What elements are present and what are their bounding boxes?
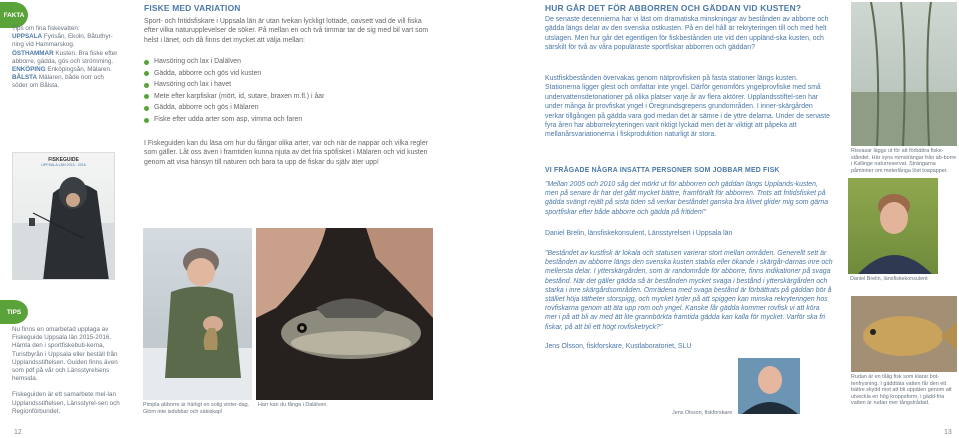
grayling-illustration <box>256 228 433 400</box>
carp-illustration <box>851 296 957 372</box>
intro-paragraph: Sport- och fritidsfiskare i Uppsala län är utan tvekan lyckligt lottade, oavsett vad de vill fiska efter vilka naturupplevelser de söker. På mellan en och två timmar tar de sig med bil vart som helst i länet, och då finns det mycket att välja mellan: <box>144 18 429 44</box>
attribution-jens: Jens Olsson, fiskforskare, Kustlaboratoriet, SLU <box>545 343 692 350</box>
outro-paragraph: I Fiskeguiden kan du läsa om hur du fångar olika arter, var och när de nappar och vilka regler som gäller. Låt oss även i framtiden kunna njuta av det fria spöfisket i Mälaren och vid kusten genom att visa hänsyn till naturen och bara ta upp de fiskar du själv äter upp! <box>144 140 428 166</box>
tips-heading: Tips om fina fiskevatten: <box>12 25 80 32</box>
tips-box <box>12 326 120 416</box>
caption-fish-photo: Harr kan du fånga i Dalälven. <box>258 402 328 408</box>
tips-paragraph-1: Nu finns en omarbetad upplaga av Fiskeguide Uppsala län 2015-2016. Hämta den i sportfiskebuti-kerna, Turistbyrån i Uppsala eller beställ från Upplandsstiftelsen. Guiden finns även som pdf på vår och Länsstyrelsens hemsida. <box>12 326 118 383</box>
coast-intro: De senaste decennierna har vi läst om dramatiska minskningar av bestånden av abborre och gädda längs delar av den svenska ostkusten. På en del håll är rekryteringen till och med helt utslagen. Men hur går det egentligen för fiskbestånden ute vid den uppländ-ska kusten, och särskilt för två av våra populäraste sportfiskar abborren och gäddan? <box>545 16 829 52</box>
lake-reeds-photo <box>851 2 957 146</box>
list-item: Havsöring och lax i Dalälven <box>144 56 432 68</box>
place-osthammar: ÖSTHAMMAR Kusten. Bra fiske efter abborre, gädda, gös och strömming. <box>12 49 118 65</box>
coast-body: Kustfiskbestånden övervakas genom nätprovfisken på fasta stationer längs kusten. Stationerna ligger glest och omfattar inte yngel. Därför genomförs yngelprovfiske med små undervattensdetonationer på olika platser varje år av flera aktörer. Upplandsstiftel-sen har under många år provfiskat yngel i Öregrundsgrepens grundområden. I inner-skärgården verkar tillgången på gädda vara god medan det är sämre i de yttre delarna. Under de senaste fyra åren har abborrekryteringen varit riktigt lyckad men det är viktigt att påpeka att mellanårsvariationerna i fiskproduktion naturligt är stora. <box>545 75 830 139</box>
caption-boy-photo: Pimpla abborre är härligt en solig vinter-dag. Glöm inte isdubbar och säkiskap! <box>143 402 250 415</box>
caption-lake-photo: Risvasar läggs ut för att förbättra fiske-ståndet. Här syns romsträngar från ab-borre i Kallinge naturreservat. Strängarna påminner om meterlånga löst toapapper. <box>851 148 957 174</box>
grayling-fish-photo <box>256 228 433 400</box>
fakta-box <box>12 25 120 91</box>
fakta-badge: FAKTA <box>0 2 28 28</box>
place-uppsala: UPPSALA Fyrisån, Ekoln, Båtuthyr-ning vid Hammarskog. <box>12 33 113 49</box>
guide-cover-image <box>12 152 115 280</box>
list-item: Gädda, abborre och gös vid kusten <box>144 68 432 80</box>
page-number-right: 13 <box>944 429 952 436</box>
attribution-daniel: Daniel Brelin, länsfiskekonsulent, Länsstyrelsen i Uppsala län <box>545 230 733 237</box>
guide-cover-title: FISKEGUIDE <box>48 157 79 163</box>
list-item: Gädda, abborre och gös i Mälaren <box>144 102 432 114</box>
tips-paragraph-2: Fiskeguiden är ett samarbete mel-lan Upplandsstiftelsen, Länsstyrel-sen och Regionförbundet. <box>12 391 120 415</box>
boy-ice-fishing-photo <box>143 228 252 400</box>
caption-carp-photo: Rudan är en tålig fisk som klarar bot-tenfrysning. I gäddtäta vatten får den ett bättre skydd mot att bli uppäten genom att utveckla en hög kroppsform, i gädd-fria vatten är rudan mer tångstrådad. <box>851 374 952 407</box>
daniel-illustration <box>848 178 938 274</box>
quote-jens: "Beståndet av kustfisk är lokala och statusen varierar stort mellan områden. Generellt sett är bestånden av abborre längs den svenska kusten stabila eller ökande i skärgår-darnas inre och mellersta delar. I ytterskärgården, som är randområde för abborre, finns indikationer på svaga bestånd. När det gäller gädda så är bestånden mycket svaga i bestånd i ytterskärgården och starka i inre skärgårdsområden. Omrädena med svaga bestånd är förbättrats på gäddan bör å ställiet höja tätheter storspigg, och mycket tyder på att spiggen kan minska rekryteringen hos rovfiskarna genom att äta upp rom och yngel. Kanske får gädda kommer rovfisk vi att köra mer i på att bli av med ätt lite grannbörkta framtida gädda kan kalla för mycket. Varför ska fri fiskar, på att bli ett högt rovfisketryck?" <box>545 250 833 331</box>
list-item: Fiske efter udda arter som asp, vimma och faren <box>144 114 432 126</box>
portrait-jens-photo <box>738 358 800 414</box>
tips-badge: TIPS <box>0 300 28 324</box>
jens-illustration <box>738 358 800 414</box>
interview-heading: VI FRÅGADE NÅGRA INSATTA PERSONER SOM JOBBAR MED FISK <box>545 167 780 174</box>
section-heading-variation: FISKE MED VARIATION <box>144 3 241 13</box>
fisherman-illustration <box>13 153 115 280</box>
fishing-options-list <box>144 56 432 126</box>
caption-daniel-portrait: Daniel Brelin, länsfiskekonsulent <box>850 276 928 282</box>
page-number-left: 12 <box>14 429 22 436</box>
guide-cover-subtitle: UPPSALA LÄN 2015 - 2016 <box>41 163 86 167</box>
crucian-carp-photo <box>851 296 957 372</box>
section-heading-coast: HUR GÅR DET FÖR ABBORREN OCH GÄDDAN VID KUSTEN? <box>545 3 802 13</box>
place-enkoping: ENKÖPING Enköpingsån, Mälaren. <box>12 66 112 74</box>
lake-illustration <box>851 2 957 146</box>
list-item: Mete efter karpfiskar (mört, id, sutare, braxen m.fl.) i åar <box>144 91 432 103</box>
portrait-daniel-photo <box>848 178 938 274</box>
quote-daniel: "Mellan 2005 och 2010 såg det mörkt ut för abborren och gäddan längs Upplands-kusten, men på senare år har det gått mycket bättre, framförallt för abborren. Trots att fritidsfisket på gädda svängt rejält på sista tiden så verkar beståndet ganska bra klivet glider mig som gärna sportfiskar efter både abborre och gädda på fritiden!" <box>545 181 829 216</box>
list-item: Havsöring och lax i havet <box>144 79 432 91</box>
caption-jens-portrait: Jens Olsson, fiskforskare <box>672 410 733 416</box>
place-balsta: BÅLSTA Mälaren, både norr och söder om Bålsta. <box>12 74 104 90</box>
boy-illustration <box>143 228 252 400</box>
